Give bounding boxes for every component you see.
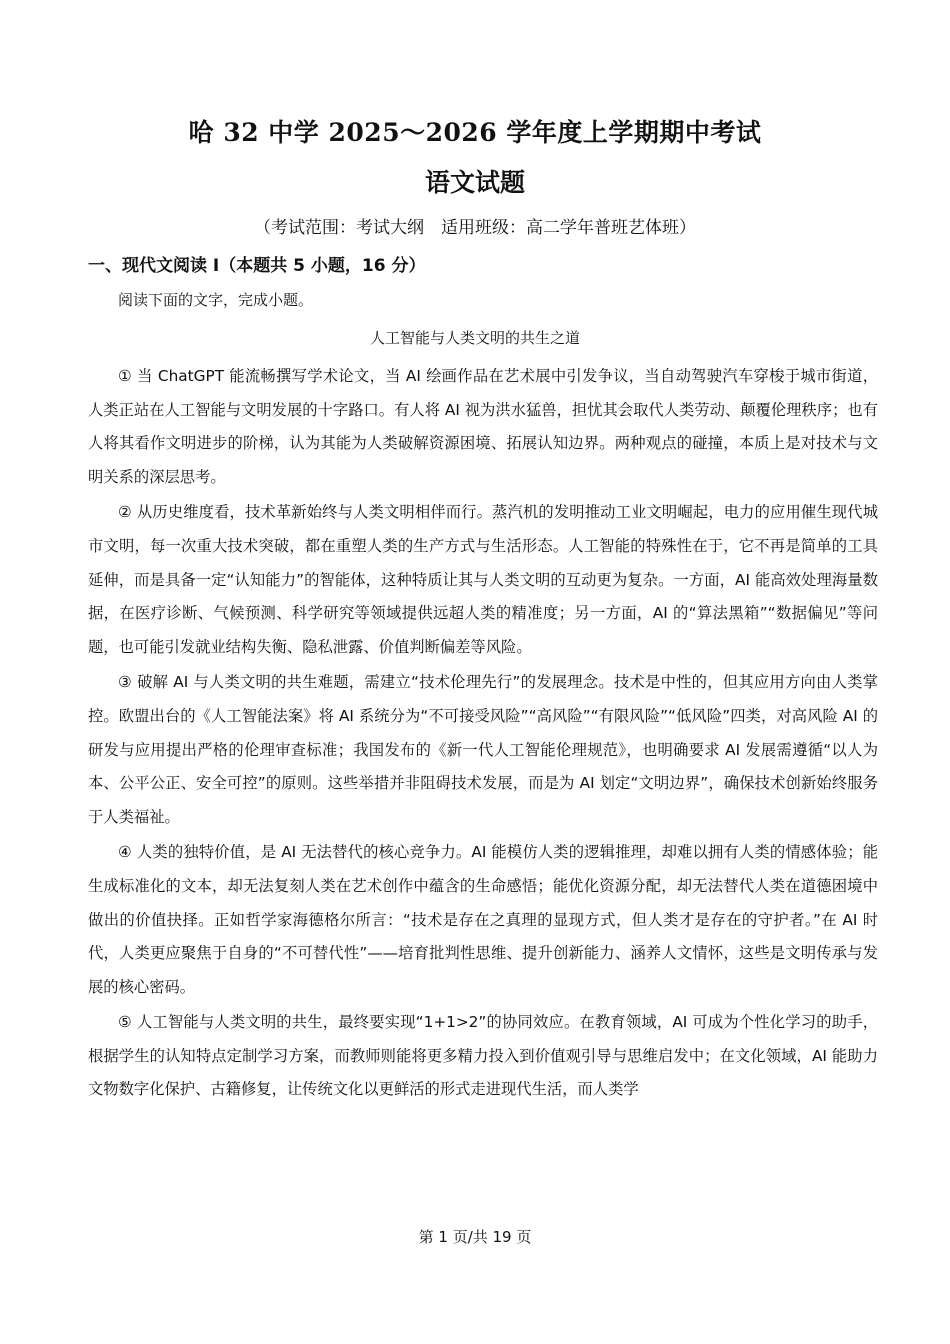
section-heading: 一、现代文阅读 Ⅰ（本题共 5 小题，16 分） — [88, 256, 426, 276]
page-number: 第 1 页/共 19 页 — [418, 1228, 532, 1246]
paragraph-1: ① 当 ChatGPT 能流畅撰写学术论文，当 AI 绘画作品在艺术展中引发争议，当自动驾驶汽车穿梭于城市街道，人类正站在人工智能与文明发展的十字路口。有人将 AI 视为洪水猛兽，担忧其会取代人类劳动、颠覆伦理秩序；也有人将其看作文明进步的阶梯，认为其能为人类破解资源困境、拓展认知边界。两种观点的碰撞，本质上是对技术与文明关系的深层思考。 — [88, 367, 878, 486]
exam-title: 哈 32 中学 2025～2026 学年度上学期期中考试 — [188, 118, 762, 147]
article-body — [88, 360, 878, 1109]
reading-instruction: 阅读下面的文字，完成小题。 — [118, 291, 314, 309]
article-title: 人工智能与人类文明的共生之道 — [369, 329, 580, 347]
paragraph-2: ② 从历史维度看，技术革新始终与人类文明相伴而行。蒸汽机的发明推动工业文明崛起，电力的应用催生现代城市文明，每一次重大技术突破，都在重塑人类的生产方式与生活形态。人工智能的特殊性在于，它不再是简单的工具延伸，而是具备一定“认知能力”的智能体，这种特质让其与人类文明的互动更为复杂。一方面，AI 能高效处理海量数据，在医疗诊断、气候预测、科学研究等领域提供远超人类的精准度；另一方面，AI 的“算法黑箱”“数据偏见”等问题，也可能引发就业结构失衡、隐私泄露、价值判断偏差等风险。 — [88, 503, 878, 656]
paragraph-5: ⑤ 人工智能与人类文明的共生，最终要实现“1+1>2”的协同效应。在教育领域，AI 可成为个性化学习的助手，根据学生的认知特点定制学习方案，而教师则能将更多精力投入到价值观引导与思维启发中；在文化领域，AI 能助力文物数字化保护、古籍修复，让传统文化以更鲜活的形式走进现代生活，而人类学 — [88, 1013, 878, 1099]
paragraph-4: ④ 人类的独特价值，是 AI 无法替代的核心竞争力。AI 能模仿人类的逻辑推理，却难以拥有人类的情感体验；能生成标准化的文本，却无法复刻人类在艺术创作中蕴含的生命感悟；能优化资源分配，却无法替代人类在道德困境中做出的价值抉择。正如哲学家海德格尔所言：“技术是存在之真理的显现方式，但人类才是存在的守护者。”在 AI 时代，人类更应聚焦于自身的“不可替代性”——培育批判性思维、提升创新能力、涵养人文情怀，这些是文明传承与发展的核心密码。 — [88, 843, 878, 996]
paragraph-3: ③ 破解 AI 与人类文明的共生难题，需建立“技术伦理先行”的发展理念。技术是中性的，但其应用方向由人类掌控。欧盟出台的《人工智能法案》将 AI 系统分为“不可接受风险”“高风险”“有限风险”“低风险”四类，对高风险 AI 的研发与应用提出严格的伦理审查标准；我国发布的《新一代人工智能伦理规范》，也明确要求 AI 发展需遵循“以人为本、公平公正、安全可控”的原则。这些举措并非阻碍技术发展，而是为 AI 划定“文明边界”，确保技术创新始终服务于人类福祉。 — [88, 673, 878, 826]
exam-scope: （考试范围：考试大纲 适用班级：高二学年普班艺体班） — [254, 218, 696, 238]
exam-subtitle: 语文试题 — [424, 168, 525, 197]
